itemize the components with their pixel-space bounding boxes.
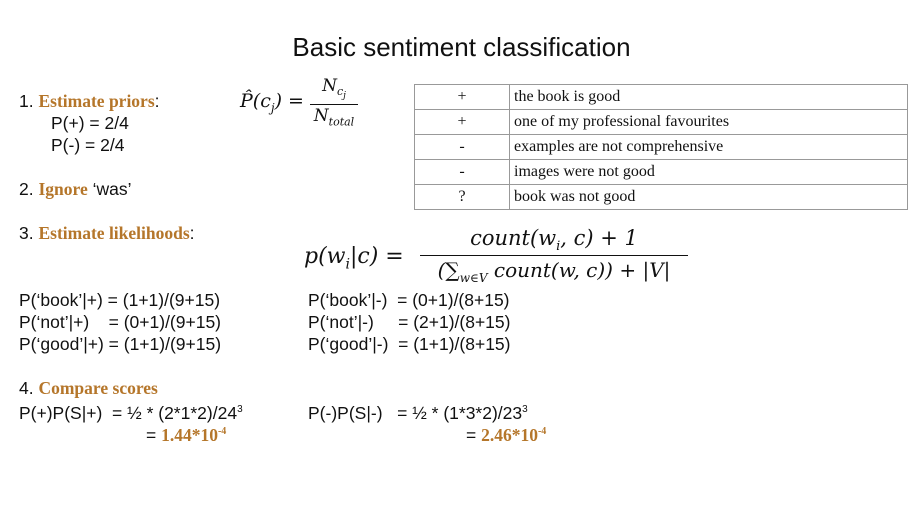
prior-negative: P(-) = 2/4 xyxy=(51,135,125,155)
score-pos-expr-exp: 3 xyxy=(237,404,243,415)
step-1-heading xyxy=(19,90,160,112)
prior-formula-lhs-sub: j xyxy=(270,100,275,115)
prior-formula-num-subsub: j xyxy=(343,91,346,102)
score-neg-expr-text: P(-)P(S|-) = ½ * (1*3*2)/23 xyxy=(308,402,523,423)
step-3-colon: : xyxy=(189,223,195,243)
step-3-label: Estimate likelihoods xyxy=(38,223,190,243)
score-pos-expr-text: P(+)P(S|+) = ½ * (2*1*2)/24 xyxy=(19,402,238,423)
table-row xyxy=(415,160,908,185)
example-text: images were not good xyxy=(510,160,908,185)
score-pos-result-exp: -4 xyxy=(217,426,227,437)
table-row xyxy=(415,85,908,110)
example-label: - xyxy=(415,135,510,160)
prior-positive: P(+) = 2/4 xyxy=(51,113,129,133)
score-negative-result xyxy=(466,421,546,446)
score-positive-result xyxy=(146,421,226,446)
step-1-label: Estimate priors xyxy=(38,91,155,111)
likelihood-lhs-text: p(w xyxy=(304,244,346,269)
score-pos-result-value xyxy=(161,425,226,445)
score-neg-expr-exp: 3 xyxy=(522,404,528,415)
prior-formula-lhs-end: ) = xyxy=(274,90,304,112)
prior-formula-lhs-text: P̂(c xyxy=(240,90,271,112)
prior-formula-num-text: N xyxy=(322,76,337,96)
score-neg-result-value xyxy=(481,425,546,445)
example-label: + xyxy=(415,85,510,110)
score-pos-result-text: 1.44*10 xyxy=(161,424,218,445)
likelihood-neg-not: P(‘not’|-) = (2+1)/(8+15) xyxy=(308,312,511,332)
step-2-label: Ignore xyxy=(38,179,88,199)
step-4-heading xyxy=(19,377,158,399)
example-text: examples are not comprehensive xyxy=(510,135,908,160)
step-4-label: Compare scores xyxy=(38,378,158,398)
step-2-heading xyxy=(19,178,132,200)
likelihood-num-sub: i xyxy=(556,239,561,255)
likelihood-formula-denominator xyxy=(420,258,688,285)
example-text: one of my professional favourites xyxy=(510,110,908,135)
score-pos-eq: = xyxy=(146,424,162,445)
step-2-number: 2. xyxy=(19,179,39,199)
step-2-rest: ‘was’ xyxy=(87,179,132,199)
score-neg-result-exp: -4 xyxy=(537,426,547,437)
example-label: ? xyxy=(415,185,510,210)
example-text: the book is good xyxy=(510,85,908,110)
likelihood-formula-numerator xyxy=(420,226,688,256)
likelihood-pos-not: P(‘not’|+) = (0+1)/(9+15) xyxy=(19,312,222,332)
likelihood-num-end: , c) + 1 xyxy=(560,226,638,250)
slide-title: Basic sentiment classification xyxy=(292,32,631,62)
step-4-number: 4. xyxy=(19,378,39,398)
step-1-colon: : xyxy=(154,91,160,111)
likelihood-formula-lhs xyxy=(304,244,404,272)
step-1-number: 1. xyxy=(19,91,39,111)
likelihood-pos-good: P(‘good’|+) = (1+1)/(9+15) xyxy=(19,334,222,354)
prior-formula-den-text: N xyxy=(313,106,329,126)
prior-formula-numerator xyxy=(310,76,358,105)
score-neg-eq: = xyxy=(466,424,482,445)
likelihood-pos-book: P(‘book’|+) = (1+1)/(9+15) xyxy=(19,290,221,310)
likelihood-den-a: (∑ xyxy=(437,258,460,282)
likelihood-num-text: count(w xyxy=(470,226,557,250)
example-text: book was not good xyxy=(510,185,908,210)
likelihood-lhs-sub: i xyxy=(345,256,350,273)
likelihood-den-sub: w∈V xyxy=(459,271,488,285)
prior-formula-lhs xyxy=(240,90,304,115)
step-3-heading xyxy=(19,222,195,244)
table-row xyxy=(415,135,908,160)
step-3-number: 3. xyxy=(19,223,39,243)
score-neg-result-text: 2.46*10 xyxy=(481,424,538,445)
likelihood-den-b: count(w, c)) + |V| xyxy=(487,258,671,282)
prior-formula-denominator xyxy=(306,106,362,128)
table-row xyxy=(415,110,908,135)
example-label: + xyxy=(415,110,510,135)
prior-formula-den-sub: total xyxy=(328,115,355,129)
likelihood-lhs-end: |c) = xyxy=(349,244,404,269)
likelihood-neg-good: P(‘good’|-) = (1+1)/(8+15) xyxy=(308,334,511,354)
prior-formula-num-sub xyxy=(336,85,346,102)
likelihood-neg-book: P(‘book’|-) = (0+1)/(8+15) xyxy=(308,290,510,310)
prior-formula-num-sub-text: c xyxy=(336,85,344,99)
table-row xyxy=(415,185,908,210)
training-examples-table xyxy=(414,84,908,210)
example-label: - xyxy=(415,160,510,185)
